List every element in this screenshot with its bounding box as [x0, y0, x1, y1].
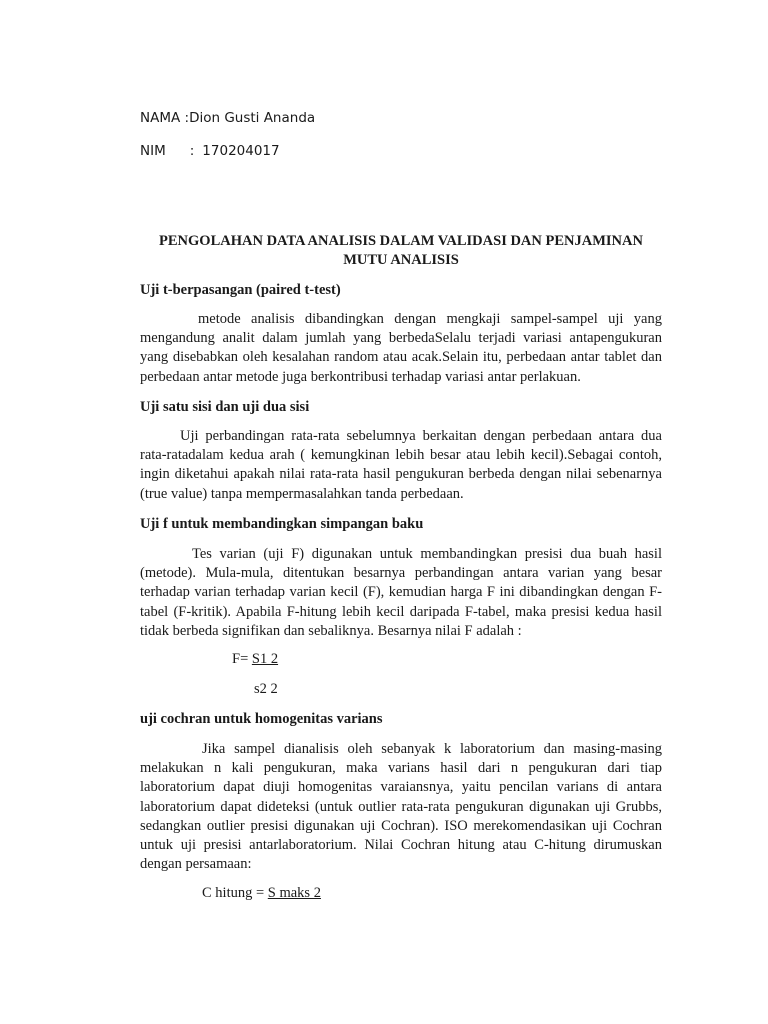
name-value: Dion Gusti Ananda — [189, 110, 316, 126]
formula-c — [202, 885, 321, 902]
section-heading-f-test: Uji f untuk membandingkan simpangan baku — [140, 516, 424, 532]
section-body-f-test: Tes varian (uji F) digunakan untuk membandingkan presisi dua buah hasil (metode). Mula-mula, ditentukan besarnya perbandingan antara varian yang besar terhadap varian terhadap varian kecil (F), kemudian harga F ini dibandingkan dengan F-tabel (F-kritik). Apabila F-hitung lebih kecil daripada F-tabel, maka presisi kedua hasil tidak berbeda signifikan dan sebaliknya. Besarnya nilai F adalah : — [140, 546, 662, 639]
section-heading-cochran: uji cochran untuk homogenitas varians — [140, 711, 383, 727]
section-heading-one-two-sided: Uji satu sisi dan uji dua sisi — [140, 399, 310, 415]
nim-line — [140, 143, 280, 159]
name-line — [140, 110, 315, 126]
nim-value: 170204017 — [202, 143, 280, 159]
formula-f-numerator: S1 2 — [251, 651, 279, 667]
nim-separator: : — [189, 143, 195, 159]
formula-c-numerator: S maks 2 — [267, 885, 321, 901]
formula-f-denominator: s2 2 — [254, 681, 278, 697]
document-title: PENGOLAHAN DATA ANALISIS DALAM VALIDASI DAN PENJAMINAN MUTU ANALISIS — [159, 233, 643, 268]
section-body-cochran: Jika sampel dianalisis oleh sebanyak k laboratorium dan masing-masing melakukan n kali pengukuran, maka varians hasil dari n pengukuran dari tiap laboratorium dapat diuji homogenitas varaiansnya, yaitu pencilan varians di antara laboratorium dapat dideteksi (untuk outlier rata-rata pengukuran digunakan uji Grubbs, sedangkan outlier presisi digunakan uji Cochran). ISO merekomendasikan uji Cochran untuk uji presisi antarlaboratorium. Nilai Cochran hitung atau C-hitung dirumuskan dengan persamaan: — [140, 741, 662, 873]
section-heading-paired-t-test: Uji t-berpasangan (paired t-test) — [140, 282, 341, 298]
formula-c-lhs: C hitung = — [202, 885, 265, 901]
formula-f — [232, 651, 278, 668]
nim-label: NIM — [140, 143, 166, 159]
formula-f-lhs: F= — [232, 651, 249, 667]
name-label: NAMA : — [140, 110, 190, 126]
section-body-one-two-sided: Uji perbandingan rata-rata sebelumnya berkaitan dengan perbedaan antara dua rata-ratadalam kedua arah ( kemungkinan lebih besar atau lebih kecil).Sebagai contoh, ingin diketahui apakah nilai rata-rata hasil pengukuran berbeda dengan nilai sebenarnya (true value) tanpa mempermasalahkan tanda perbedaan. — [140, 428, 662, 502]
section-body-paired-t-test: metode analisis dibandingkan dengan mengkaji sampel-sampel uji yang mengandung analit dalam jumlah yang berbedaSelalu terjadi variasi antapengukuran yang disebabkan oleh kesalahan random atau acak.Selain itu, perbedaan antar tablet dan perbedaan antar metode juga berkontribusi terhadap variasi antar perlakuan. — [140, 311, 662, 385]
